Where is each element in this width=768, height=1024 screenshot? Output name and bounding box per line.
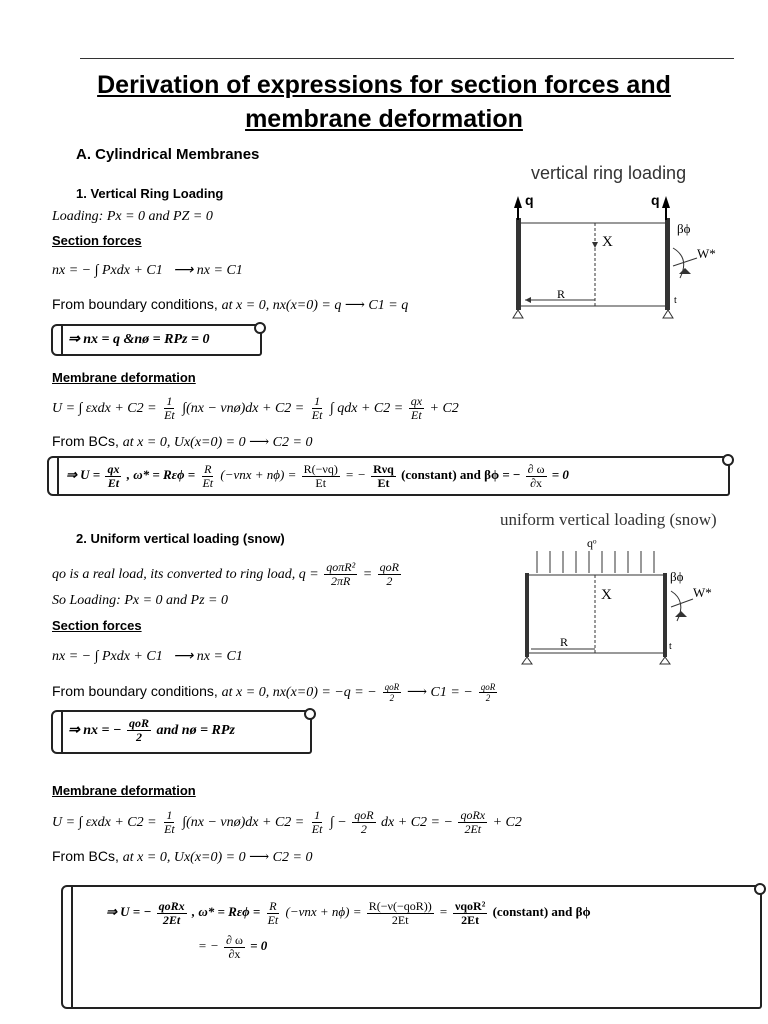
sub2-u-mid: ∫(nx − νnø)dx + C2 = — [182, 815, 305, 830]
fraction — [162, 809, 177, 836]
frac-num: 1 — [166, 808, 173, 823]
fig1-q-right: q — [651, 192, 660, 208]
fraction — [324, 561, 357, 588]
sub2-box2-p1: ⇒ U = − — [106, 904, 152, 919]
fig1-w-label: W* — [697, 246, 716, 261]
frac-den: 2πR — [331, 574, 351, 589]
sub1-boundary — [52, 295, 408, 315]
fraction — [105, 463, 121, 490]
frac-den: Et — [202, 475, 214, 490]
sub2-u-mid3: dx + C2 = − — [381, 815, 453, 830]
frac-num: qoπR² — [326, 560, 356, 575]
figure2-title: uniform vertical loading (snow) — [500, 510, 717, 529]
sub1-section-forces-label: Section forces — [52, 233, 142, 248]
fraction — [352, 809, 375, 836]
fraction — [526, 463, 547, 490]
frac-num: R — [204, 461, 212, 476]
sub2-box2-p6: = − — [198, 938, 219, 953]
frac-den: 2Et — [461, 912, 480, 927]
sub2-nx-left: nx = − — [52, 649, 92, 664]
section-a-heading: A. Cylindrical Membranes — [76, 146, 260, 163]
sub2-boundary — [52, 676, 499, 708]
sub2-box2-p4: = — [438, 904, 448, 919]
figure2-diagram — [515, 533, 740, 668]
frac-den: 2 — [389, 692, 395, 703]
fig2-w-label: W* — [693, 585, 712, 600]
sub2-nx-int: ∫ Pxdx + C1 — [94, 649, 163, 664]
frac-den: 2 — [485, 692, 491, 703]
figure1-diagram — [505, 188, 730, 323]
fraction — [458, 809, 487, 836]
wall-right — [665, 218, 670, 310]
sub1-bcs-math: at x = 0, Ux(x=0) = 0 ⟶ C2 = 0 — [122, 435, 313, 450]
sub1-u-mid2: ∫ qdx + C2 = — [329, 401, 404, 416]
sub2-u-mid2: ∫ − — [329, 815, 347, 830]
fig2-q-label: qᵒ — [587, 536, 597, 550]
box2-p3: (−νnx + nϕ) = — [220, 467, 297, 482]
frac-den: Et — [164, 408, 175, 423]
frac-num: 1 — [166, 394, 173, 409]
frac-den: Et — [107, 475, 120, 490]
sub1-nx-equation — [52, 262, 243, 280]
sub1-boundary-text: From boundary conditions, — [52, 296, 218, 312]
fraction — [367, 900, 434, 927]
fraction — [310, 809, 325, 836]
frac-num: qoR — [480, 681, 496, 692]
fraction — [310, 395, 325, 422]
frac-num: qoR — [354, 808, 374, 823]
frac-den: 2 — [360, 822, 367, 837]
sub2-so-loading: So Loading: Px = 0 and Pz = 0 — [52, 593, 228, 608]
frac-den: Et — [411, 408, 422, 423]
fraction — [371, 463, 396, 490]
sub2-qo-eq: = — [362, 567, 373, 582]
box2-p1: ⇒ U = — [66, 467, 101, 482]
fraction — [266, 900, 281, 927]
frac-num: qoR — [128, 716, 149, 731]
sub2-membrane-label: Membrane deformation — [52, 783, 196, 798]
frac-num: qx — [107, 461, 120, 476]
sub1-nx-result: ⟶ nx = C1 — [173, 263, 243, 278]
fig1-t-label: t — [674, 295, 677, 306]
sub1-u-equation — [52, 394, 459, 424]
page-title-line2: membrane deformation — [245, 105, 523, 133]
sub2-section-forces-label: Section forces — [52, 618, 142, 633]
sub1-result-box-2 — [52, 456, 730, 496]
sub1-u-mid: ∫(nx − νnø)dx + C2 = — [182, 401, 305, 416]
fig2-t-label: t — [669, 641, 672, 652]
sub2-box1-equation — [68, 716, 235, 746]
frac-num: R(−νq) — [303, 461, 338, 476]
frac-num: ∂ ω — [226, 932, 243, 947]
frac-num: ∂ ω — [527, 461, 545, 476]
sub1-box2-equation — [66, 460, 569, 490]
sub2-box2-equation-line1 — [106, 897, 591, 927]
frac-den: Et — [377, 475, 390, 490]
fraction — [409, 395, 424, 422]
arrow-left-icon — [525, 297, 531, 303]
sub2-nx-result: ⟶ nx = C1 — [173, 649, 243, 664]
box2-p6: = 0 — [551, 467, 569, 482]
sub1-u-eq: U = ∫ εxdx + C2 = — [52, 401, 157, 416]
fraction — [127, 717, 151, 744]
frac-den: 2Et — [391, 912, 409, 927]
frac-den: Et — [164, 822, 175, 837]
fig1-r-label: R — [557, 287, 566, 301]
fraction — [383, 682, 402, 703]
fig1-q-left: q — [525, 192, 534, 208]
frac-num: qoRx — [158, 898, 185, 913]
page-title-line1: Derivation of expressions for section forces and — [97, 71, 671, 99]
box2-p5: (constant) and βϕ = − — [401, 467, 521, 482]
frac-den: Et — [267, 912, 279, 927]
fraction — [157, 900, 187, 927]
frac-num: 1 — [314, 808, 321, 823]
frac-num: qoR — [384, 681, 400, 692]
snow-load-arrows — [537, 551, 654, 573]
frac-den: ∂x — [228, 946, 241, 961]
sub2-boundary-math: at x = 0, nx(x=0) = −q = − — [221, 685, 377, 700]
sub2-nx-equation — [52, 648, 243, 666]
sub2-u-equation — [52, 808, 522, 838]
fig1-x-label: X — [602, 234, 613, 250]
sub2-bcs — [52, 847, 312, 867]
support-icon — [513, 310, 523, 318]
fig2-beta-label: βϕ — [670, 569, 684, 584]
sub2-qo-line — [52, 560, 403, 590]
moment-arrow-icon — [679, 268, 691, 274]
frac-den: ∂x — [530, 475, 543, 490]
arrow-down-icon — [592, 242, 598, 248]
sub2-boundary-math2: ⟶ C1 = − — [406, 685, 473, 700]
sub1-nx-int: ∫ Pxdx + C1 — [94, 263, 163, 278]
fraction — [453, 900, 487, 927]
wall-right — [663, 573, 667, 657]
sub2-u-eq: U = ∫ εxdx + C2 = — [52, 815, 157, 830]
fraction — [479, 682, 498, 703]
sub2-bcs-math: at x = 0, Ux(x=0) = 0 ⟶ C2 = 0 — [122, 850, 313, 865]
sub2-bcs-text: From BCs, — [52, 848, 119, 864]
frac-den: 2 — [386, 574, 393, 589]
fig2-x-label: X — [601, 587, 612, 603]
frac-den: 2Et — [464, 822, 482, 837]
sub2-boundary-text: From boundary conditions, — [52, 683, 218, 699]
sub1-nx-left: nx = − — [52, 263, 92, 278]
sub1-boundary-math: at x = 0, nx(x=0) = q ⟶ C1 = q — [221, 298, 409, 313]
frac-den: Et — [315, 475, 327, 490]
sub2-heading: 2. Uniform vertical loading (snow) — [76, 531, 285, 546]
sub2-result-box-1 — [56, 710, 312, 754]
sub1-bcs-text: From BCs, — [52, 433, 119, 449]
sub1-result-box-1 — [56, 324, 262, 356]
fig1-beta-label: βϕ — [677, 221, 691, 236]
frac-num: R — [269, 898, 277, 913]
fraction — [302, 463, 340, 490]
wall-left — [525, 573, 529, 657]
support-icon — [522, 657, 532, 664]
sub2-box1-p1: ⇒ nx = − — [68, 723, 122, 738]
fraction — [200, 463, 215, 490]
frac-num: qx — [410, 394, 423, 409]
sub1-heading: 1. Vertical Ring Loading — [76, 186, 224, 201]
sub2-box2-equation-line2 — [198, 931, 267, 961]
support-icon — [663, 310, 673, 318]
support-icon — [660, 657, 670, 664]
sub2-box1-p2: and nø = RPz — [156, 723, 235, 738]
fraction — [162, 395, 177, 422]
fraction — [378, 561, 401, 588]
sub2-box2-p7: = 0 — [250, 938, 268, 953]
sub2-qo-text: qo is a real load, its converted to ring load, q = — [52, 567, 319, 582]
wall-left — [516, 218, 521, 310]
sub2-u-end: + C2 — [492, 815, 522, 830]
box2-p4: = − — [345, 467, 366, 482]
frac-num: qoRx — [460, 808, 486, 823]
fraction — [224, 934, 245, 961]
frac-num: 1 — [314, 394, 321, 409]
box2-p2: , ω* = Rεϕ = — [126, 467, 196, 482]
frac-den: Et — [311, 408, 323, 423]
frac-num: qoR — [379, 560, 399, 575]
frac-den: 2Et — [162, 912, 181, 927]
sub2-box2-p5: (constant) and βϕ — [492, 904, 591, 919]
sub1-membrane-label: Membrane deformation — [52, 370, 196, 385]
frac-den: Et — [311, 822, 323, 837]
frac-den: 2 — [135, 730, 142, 745]
figure1-title: vertical ring loading — [531, 163, 687, 183]
sub1-box1-text: ⇒ nx = q &nø = RPz = 0 — [68, 332, 210, 347]
fig2-r-label: R — [560, 635, 569, 649]
sub1-loading: Loading: Px = 0 and PZ = 0 — [52, 209, 213, 224]
frac-num: νqoR² — [455, 898, 486, 913]
moment-arrow-icon — [675, 611, 687, 617]
page-title — [0, 68, 768, 136]
sub2-result-box-2 — [66, 885, 762, 1009]
sub1-u-end: + C2 — [429, 401, 459, 416]
frac-num: Rνq — [373, 461, 394, 476]
sub2-box2-p2: , ω* = Rεϕ = — [191, 904, 261, 919]
sub1-bcs — [52, 432, 312, 452]
frac-num: R(−ν(−qoR)) — [368, 898, 432, 913]
top-rule — [80, 58, 734, 59]
sub2-box2-p3: (−νnx + nϕ) = — [285, 904, 362, 919]
